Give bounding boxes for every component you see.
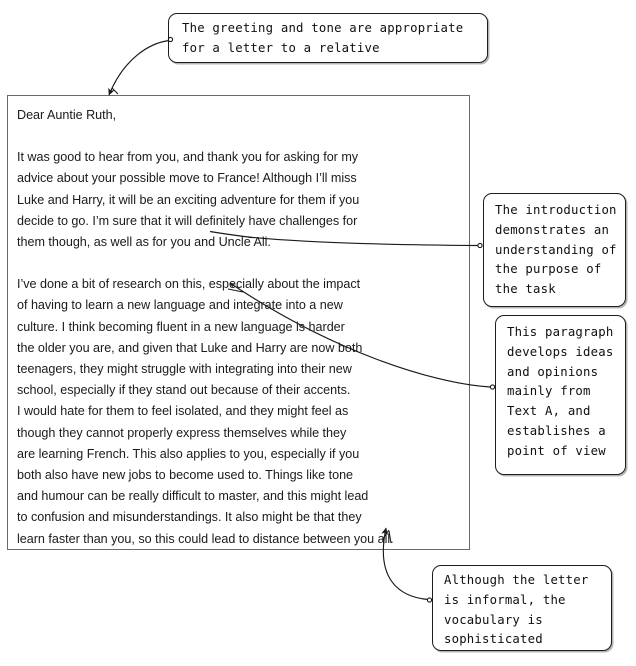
- annotation-line: demonstrates an: [495, 222, 610, 237]
- annotation-line: point of view: [507, 443, 606, 458]
- annotation-line: and opinions: [507, 364, 599, 379]
- letter-paragraph-2: [17, 274, 461, 550]
- annotation-line: This paragraph: [507, 325, 614, 339]
- letter-salutation: Dear Auntie Ruth,: [17, 108, 117, 122]
- annotation-line: the task: [495, 282, 556, 297]
- annotation-box-paragraph-ideas: [495, 315, 626, 475]
- annotation-line: the purpose of: [495, 262, 602, 277]
- annotation-line: Text A, and: [507, 404, 591, 419]
- paragraph-spacer-2: [17, 253, 461, 274]
- paragraph-spacer-1: [17, 126, 461, 147]
- letter-line: both also have new jobs to become used to. Things like tone: [17, 468, 354, 483]
- letter-line: are learning French. This also applies to you, especially if you: [17, 446, 360, 461]
- letter-line: and humour can be really difficult to master, and this might lead: [17, 489, 369, 504]
- letter-line: to confusion and misunderstandings. It also might be that they: [17, 510, 362, 525]
- letter-line: the older you are, and given that Luke and Harry are now both: [17, 340, 363, 355]
- annotation-line: Although the letter: [444, 573, 589, 587]
- annotation-line: The greeting and tone are appropriate: [182, 21, 464, 35]
- letter-line: Luke and Harry, it will be an exciting adventure for them if you: [17, 192, 360, 207]
- letter-line: advice about your possible move to France! Although I’ll miss: [17, 171, 357, 186]
- letter-line: though they cannot properly express themselves while they: [17, 425, 347, 440]
- letter-line: them though, as well as for you and Uncle Ali.: [17, 235, 271, 250]
- annotation-line: for a letter to a relative: [182, 40, 380, 55]
- letter-body: [17, 105, 461, 550]
- annotation-box-introduction-purpose: [483, 193, 626, 307]
- letter-line: I’ve done a bit of research on this, especially about the impact: [17, 277, 361, 292]
- letter-line: learn faster than you, so this could lead to distance between you all.: [17, 531, 394, 546]
- letter-line: It was good to hear from you, and thank you for asking for my: [17, 150, 359, 165]
- arrow-to-salutation: [109, 37, 173, 95]
- letter-line: culture. I think becoming fluent in a new language is harder: [17, 319, 345, 334]
- annotation-line: develops ideas: [507, 344, 614, 359]
- annotation-box-greeting-tone: [168, 13, 488, 63]
- letter-line: decide to go. I’m sure that it will definitely have challenges for: [17, 213, 358, 228]
- annotation-line: understanding of: [495, 242, 617, 257]
- annotation-line: vocabulary is: [444, 612, 543, 627]
- annotation-box-informal-vocabulary: [432, 565, 612, 651]
- annotation-line: mainly from: [507, 384, 591, 399]
- letter-line: school, especially if they stand out because of their accents.: [17, 383, 351, 398]
- annotation-line: sophisticated: [444, 632, 543, 647]
- letter-paragraph-1: [17, 147, 461, 253]
- annotation-line: is informal, the: [444, 592, 566, 607]
- annotation-line: establishes a: [507, 424, 606, 438]
- letter-document-box: [7, 95, 470, 550]
- annotation-line: The introduction: [495, 203, 617, 217]
- letter-line: of having to learn a new language and integrate into a new: [17, 298, 343, 313]
- letter-line: teenagers, they might struggle with integrating into their new: [17, 362, 352, 377]
- letter-line: I would hate for them to feel isolated, and they might feel as: [17, 404, 349, 419]
